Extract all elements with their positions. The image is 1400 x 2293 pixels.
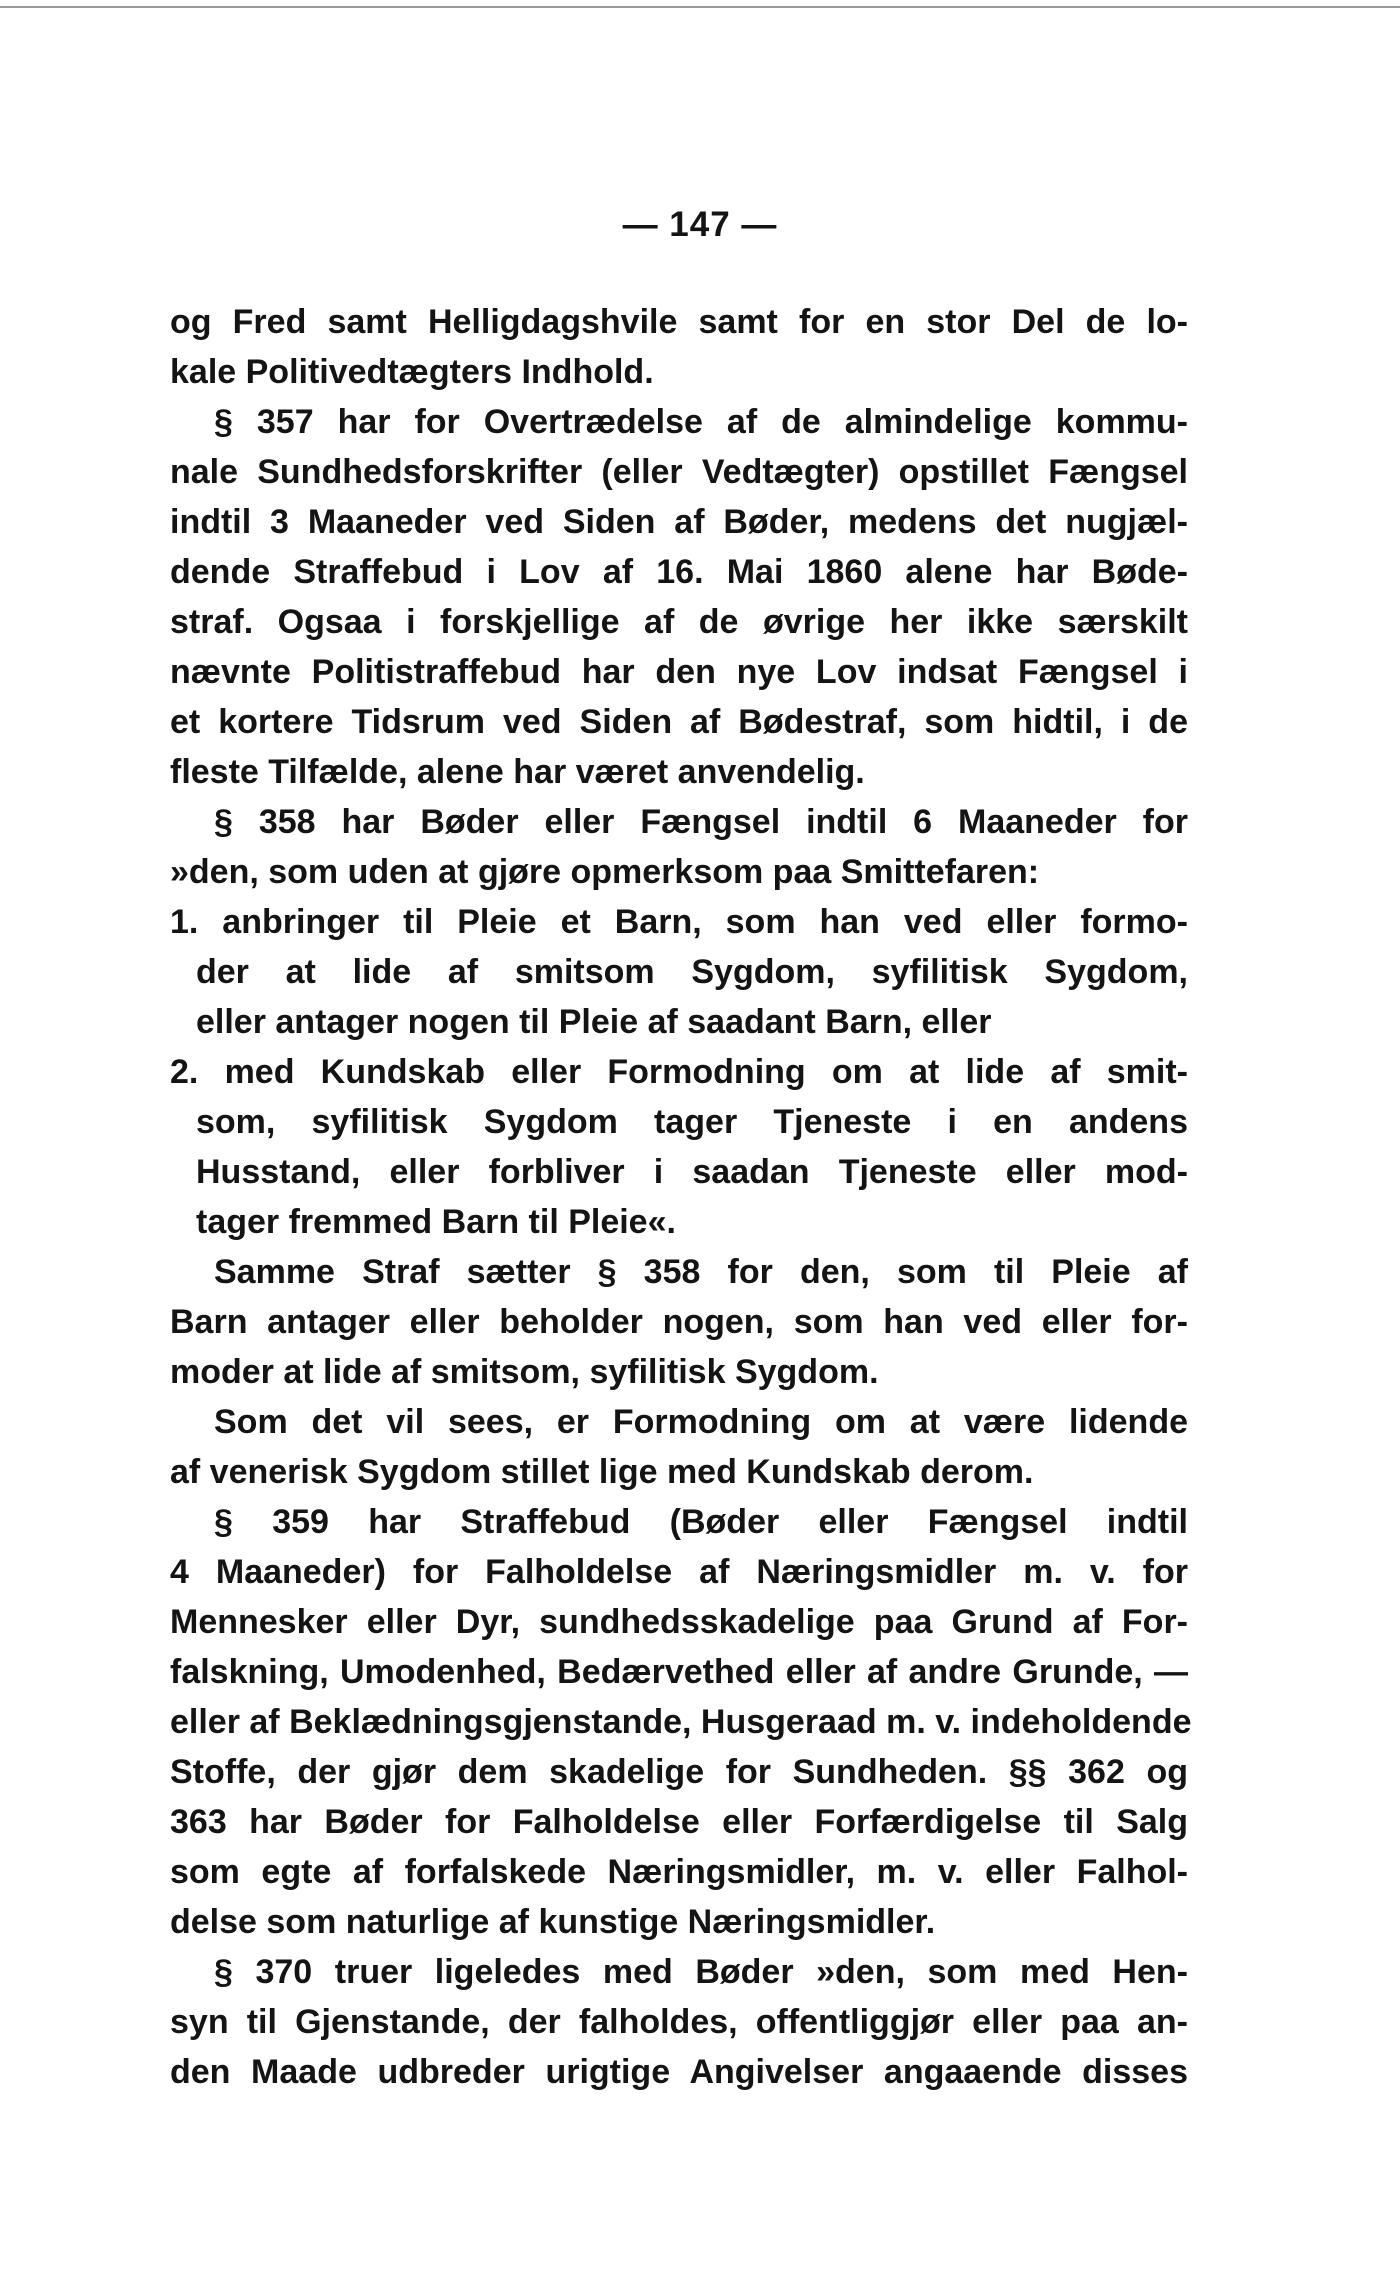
- text-line: § 359 har Straffebud (Bøder eller Fængsel indtil: [214, 1503, 1188, 1541]
- text-line: syn til Gjenstande, der falholdes, offentliggjør eller paa an-: [170, 2003, 1188, 2041]
- text-line: som egte af forfalskede Næringsmidler, m. v. eller Falhol-: [170, 1853, 1188, 1891]
- text-line: Barn antager eller beholder nogen, som han ved eller for-: [170, 1303, 1188, 1341]
- body-text: [170, 297, 1192, 2097]
- text-line: 363 har Bøder for Falholdelse eller Forfærdigelse til Salg: [170, 1803, 1188, 1841]
- text-line: kale Politivedtægters Indhold.: [170, 353, 654, 391]
- text-line: 4 Maaneder) for Falholdelse af Næringsmidler m. v. for: [170, 1553, 1188, 1591]
- text-line: delse som naturlige af kunstige Næringsmidler.: [170, 1903, 936, 1941]
- text-line: »den, som uden at gjøre opmerksom paa Smittefaren:: [170, 853, 1040, 891]
- text-line: § 370 truer ligeledes med Bøder »den, som med Hen-: [214, 1953, 1188, 1991]
- text-line: nale Sundhedsforskrifter (eller Vedtægter) opstillet Fængsel: [170, 453, 1188, 491]
- text-line: af venerisk Sygdom stillet lige med Kundskab derom.: [170, 1453, 1034, 1491]
- text-line: moder at lide af smitsom, syfilitisk Sygdom.: [170, 1353, 879, 1391]
- text-line: Som det vil sees, er Formodning om at være lidende: [214, 1403, 1188, 1441]
- text-line: Husstand, eller forbliver i saadan Tjeneste eller mod-: [196, 1153, 1188, 1191]
- text-line: eller af Beklædningsgjenstande, Husgeraad m. v. indeholdende: [170, 1703, 1192, 1741]
- text-line: nævnte Politistraffebud har den nye Lov indsat Fængsel i: [170, 653, 1188, 691]
- text-line: § 357 har for Overtrædelse af de almindelige kommu-: [214, 403, 1188, 441]
- text-line: der at lide af smitsom Sygdom, syfilitisk Sygdom,: [196, 953, 1188, 991]
- text-line: dende Straffebud i Lov af 16. Mai 1860 alene har Bøde-: [170, 553, 1188, 591]
- page-number: — 147 —: [622, 205, 778, 244]
- text-line: som, syfilitisk Sygdom tager Tjeneste i en andens: [196, 1103, 1188, 1141]
- text-line: Samme Straf sætter § 358 for den, som til Pleie af: [214, 1253, 1188, 1291]
- text-line: fleste Tilfælde, alene har været anvendelig.: [170, 753, 865, 791]
- text-line: Stoffe, der gjør dem skadelige for Sundheden. §§ 362 og: [170, 1753, 1188, 1791]
- text-line: indtil 3 Maaneder ved Siden af Bøder, medens det nugjæl-: [170, 503, 1188, 541]
- text-line: et kortere Tidsrum ved Siden af Bødestraf, som hidtil, i de: [170, 703, 1188, 741]
- text-line: og Fred samt Helligdagshvile samt for en stor Del de lo-: [170, 303, 1188, 341]
- text-line: 1. anbringer til Pleie et Barn, som han ved eller formo-: [170, 903, 1188, 941]
- top-edge-rule: [0, 6, 1400, 8]
- text-line: straf. Ogsaa i forskjellige af de øvrige her ikke særskilt: [170, 603, 1188, 641]
- text-line: tager fremmed Barn til Pleie«.: [196, 1203, 676, 1241]
- text-line: eller antager nogen til Pleie af saadant Barn, eller: [196, 1003, 992, 1041]
- text-line: § 358 har Bøder eller Fængsel indtil 6 Maaneder for: [214, 803, 1188, 841]
- text-line: den Maade udbreder urigtige Angivelser angaaende disses: [170, 2053, 1188, 2091]
- text-line: falskning, Umodenhed, Bedærvethed eller af andre Grunde, —: [170, 1653, 1188, 1691]
- text-line: Mennesker eller Dyr, sundhedsskadelige paa Grund af For-: [170, 1603, 1188, 1641]
- text-line: 2. med Kundskab eller Formodning om at lide af smit-: [170, 1053, 1188, 1091]
